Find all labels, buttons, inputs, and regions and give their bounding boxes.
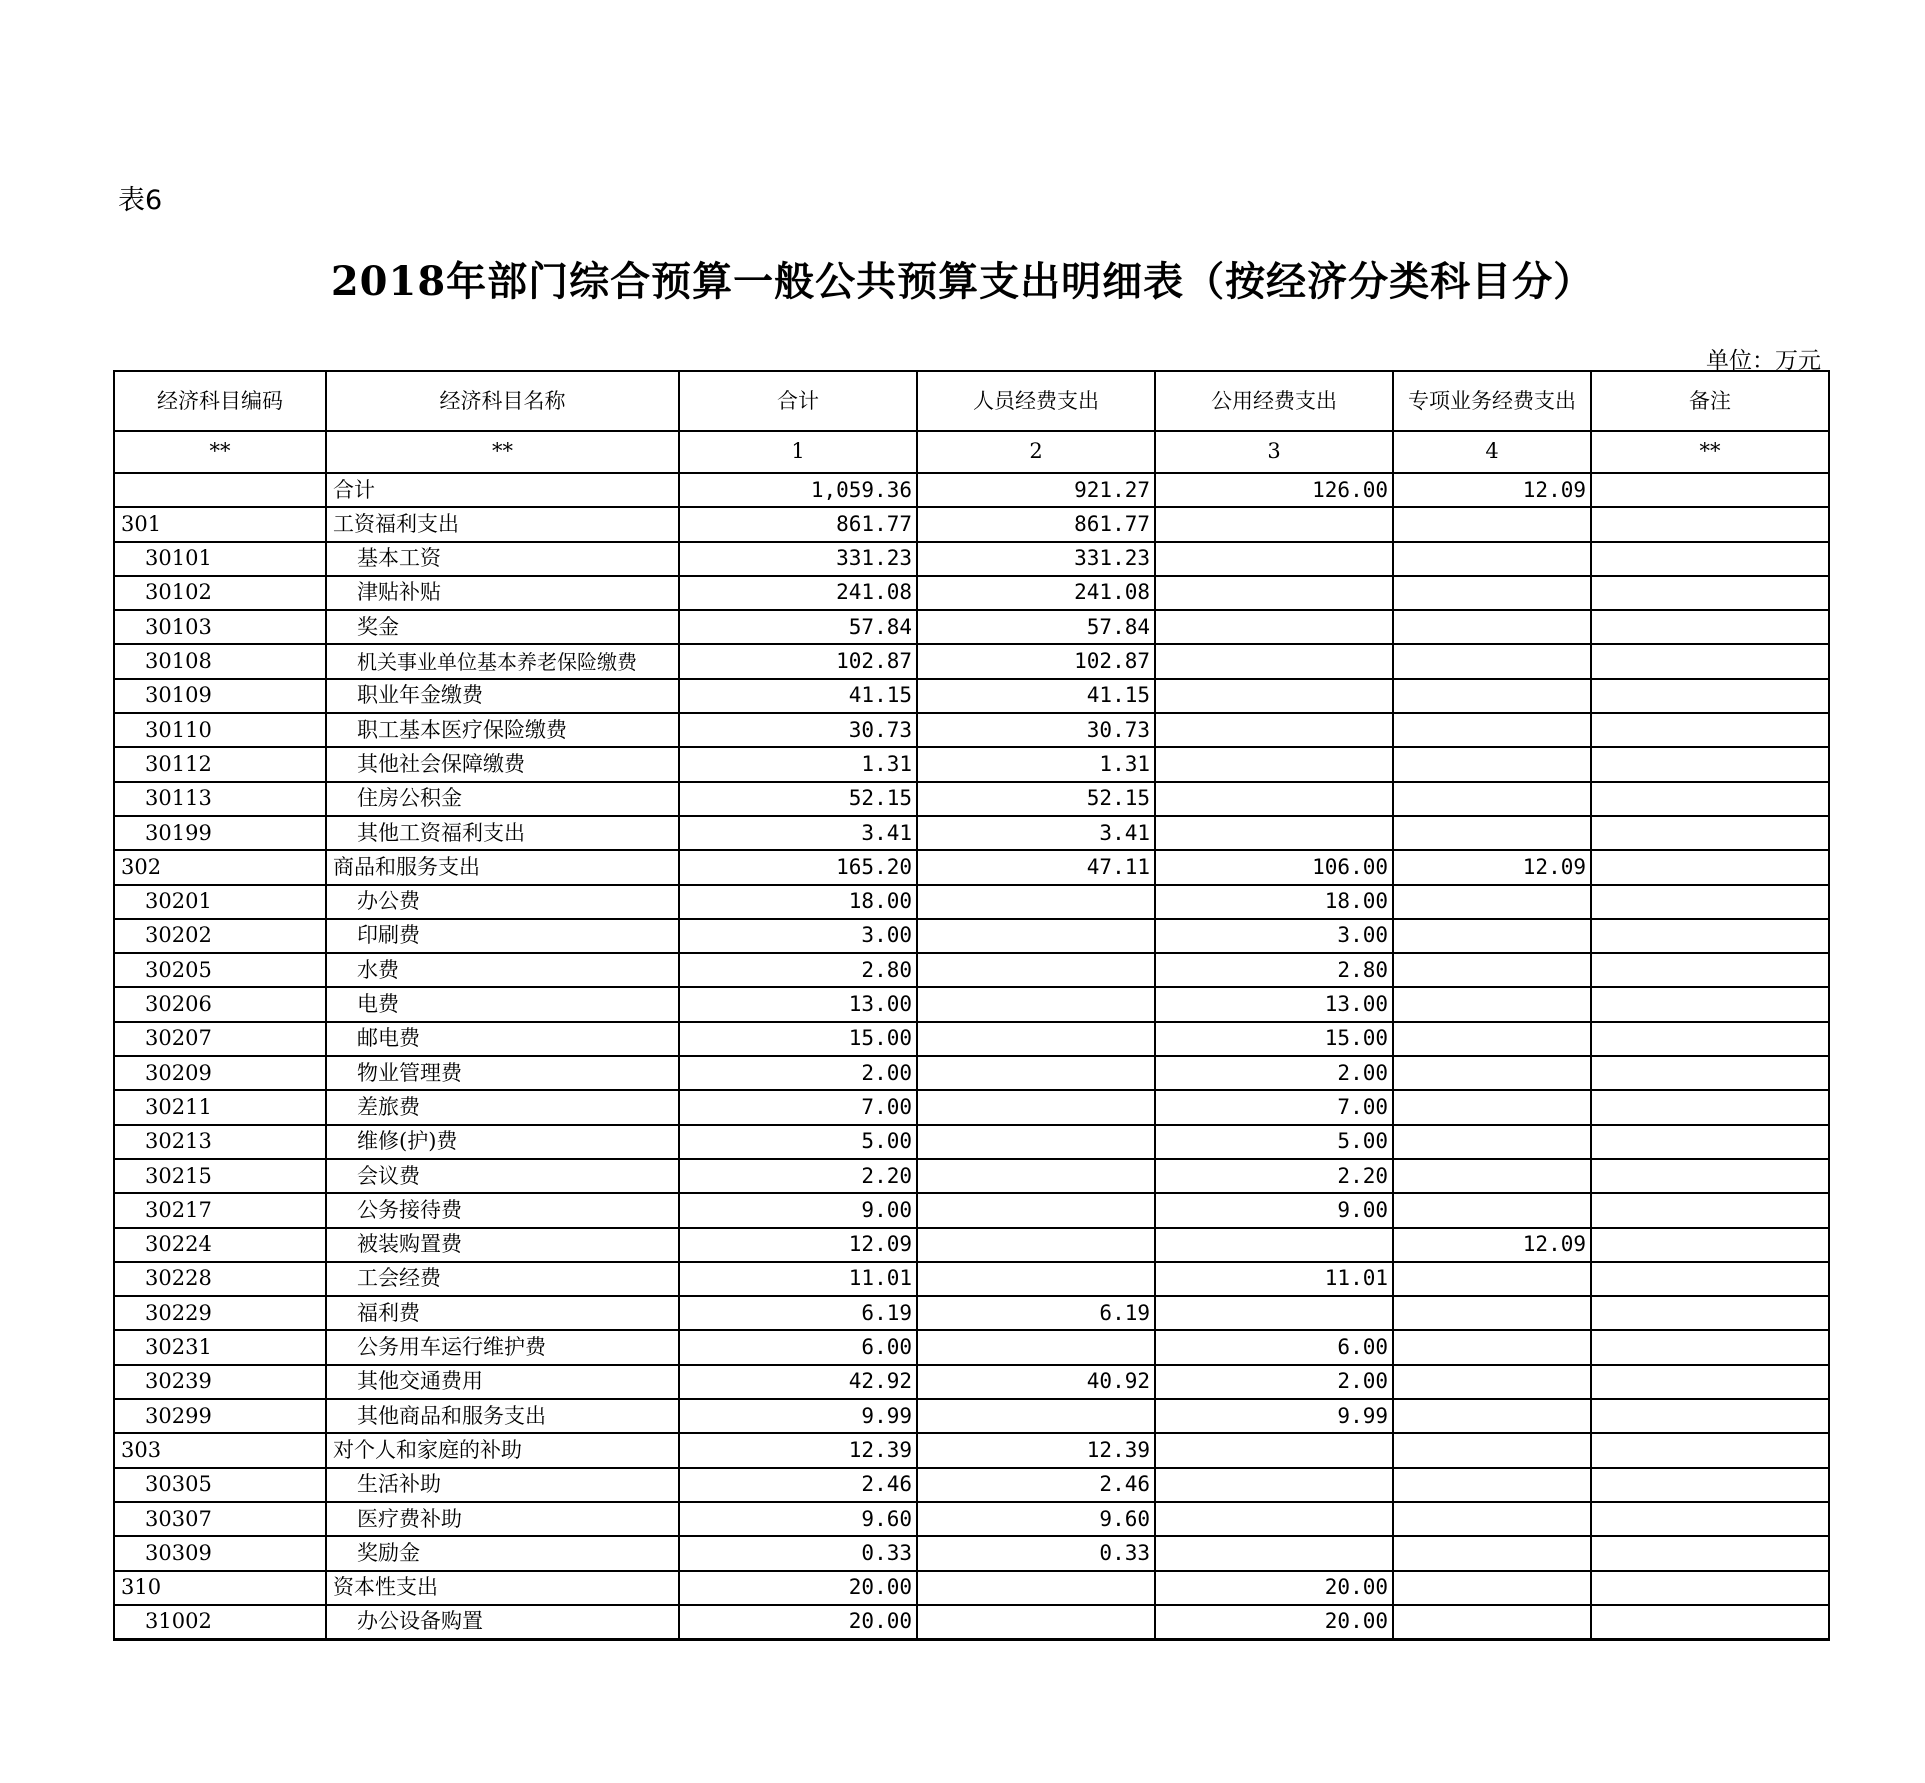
row-name: 物业管理费 [326, 1056, 679, 1090]
row-total: 3.41 [679, 816, 917, 850]
row-personnel: 41.15 [917, 679, 1155, 713]
table-row [114, 747, 1829, 781]
row-total: 861.77 [679, 507, 917, 541]
row-personnel [917, 953, 1155, 987]
subheader-code: ** [114, 431, 326, 473]
row-personnel [917, 1125, 1155, 1159]
row-name: 工会经费 [326, 1262, 679, 1296]
row-total: 13.00 [679, 987, 917, 1021]
row-note [1591, 1468, 1829, 1502]
subheader-note: ** [1591, 431, 1829, 473]
row-total: 18.00 [679, 885, 917, 919]
header-personnel: 人员经费支出 [917, 371, 1155, 431]
row-public [1155, 644, 1393, 678]
row-special [1393, 1159, 1591, 1193]
row-total: 6.19 [679, 1296, 917, 1330]
row-personnel: 47.11 [917, 850, 1155, 884]
row-public [1155, 1296, 1393, 1330]
row-public [1155, 1536, 1393, 1570]
row-total: 9.60 [679, 1502, 917, 1536]
row-personnel [917, 987, 1155, 1021]
row-special [1393, 782, 1591, 816]
row-note [1591, 542, 1829, 576]
row-total: 52.15 [679, 782, 917, 816]
subheader-name: ** [326, 431, 679, 473]
row-name: 水费 [326, 953, 679, 987]
row-public: 3.00 [1155, 919, 1393, 953]
row-code: 30231 [114, 1330, 326, 1364]
row-name: 津贴补贴 [326, 576, 679, 610]
row-total: 20.00 [679, 1605, 917, 1640]
row-total: 6.00 [679, 1330, 917, 1364]
row-total: 241.08 [679, 576, 917, 610]
row-name: 办公费 [326, 885, 679, 919]
row-note [1591, 987, 1829, 1021]
row-special [1393, 542, 1591, 576]
row-personnel [917, 1159, 1155, 1193]
row-note [1591, 1125, 1829, 1159]
table-row [114, 1330, 1829, 1364]
subheader-row [114, 431, 1829, 473]
table-row [114, 1159, 1829, 1193]
row-special [1393, 1571, 1591, 1605]
row-note [1591, 713, 1829, 747]
row-name: 公务接待费 [326, 1193, 679, 1227]
row-name: 维修(护)费 [326, 1125, 679, 1159]
row-personnel: 12.39 [917, 1433, 1155, 1467]
header-name: 经济科目名称 [326, 371, 679, 431]
row-code: 30215 [114, 1159, 326, 1193]
row-note [1591, 1262, 1829, 1296]
row-public [1155, 679, 1393, 713]
row-code: 30202 [114, 919, 326, 953]
header-special: 专项业务经费支出 [1393, 371, 1591, 431]
row-total: 15.00 [679, 1022, 917, 1056]
row-public [1155, 816, 1393, 850]
table-row [114, 644, 1829, 678]
row-code: 30102 [114, 576, 326, 610]
row-public: 126.00 [1155, 473, 1393, 507]
header-code: 经济科目编码 [114, 371, 326, 431]
row-note [1591, 953, 1829, 987]
row-personnel: 861.77 [917, 507, 1155, 541]
row-total: 5.00 [679, 1125, 917, 1159]
row-personnel [917, 1193, 1155, 1227]
row-note [1591, 507, 1829, 541]
row-code: 30205 [114, 953, 326, 987]
row-total: 1.31 [679, 747, 917, 781]
row-special [1393, 1022, 1591, 1056]
row-name: 邮电费 [326, 1022, 679, 1056]
row-special [1393, 919, 1591, 953]
row-total: 9.99 [679, 1399, 917, 1433]
row-public: 7.00 [1155, 1090, 1393, 1124]
subheader-public: 3 [1155, 431, 1393, 473]
row-name: 其他社会保障缴费 [326, 747, 679, 781]
row-special [1393, 644, 1591, 678]
row-name: 奖励金 [326, 1536, 679, 1570]
row-note [1591, 782, 1829, 816]
row-public [1155, 1433, 1393, 1467]
table-row [114, 473, 1829, 507]
row-special [1393, 1262, 1591, 1296]
row-special [1393, 1330, 1591, 1364]
row-name: 合计 [326, 473, 679, 507]
row-note [1591, 679, 1829, 713]
row-public: 2.80 [1155, 953, 1393, 987]
row-public: 9.99 [1155, 1399, 1393, 1433]
header-row [114, 371, 1829, 431]
row-public [1155, 713, 1393, 747]
row-public [1155, 747, 1393, 781]
row-note [1591, 644, 1829, 678]
table-row [114, 507, 1829, 541]
row-code: 30206 [114, 987, 326, 1021]
row-personnel [917, 919, 1155, 953]
row-code: 310 [114, 1571, 326, 1605]
table-row [114, 1022, 1829, 1056]
row-public: 9.00 [1155, 1193, 1393, 1227]
row-public [1155, 610, 1393, 644]
table-row [114, 610, 1829, 644]
table-row [114, 1090, 1829, 1124]
row-personnel [917, 1399, 1155, 1433]
row-personnel: 2.46 [917, 1468, 1155, 1502]
row-name: 对个人和家庭的补助 [326, 1433, 679, 1467]
subheader-total: 1 [679, 431, 917, 473]
row-note [1591, 747, 1829, 781]
row-personnel [917, 1090, 1155, 1124]
table-row [114, 1502, 1829, 1536]
row-personnel: 331.23 [917, 542, 1155, 576]
row-code: 30213 [114, 1125, 326, 1159]
row-public: 20.00 [1155, 1605, 1393, 1640]
table-row [114, 1468, 1829, 1502]
row-code: 301 [114, 507, 326, 541]
row-code: 30110 [114, 713, 326, 747]
row-name: 职工基本医疗保险缴费 [326, 713, 679, 747]
table-body [114, 473, 1829, 1640]
row-note [1591, 1159, 1829, 1193]
row-note [1591, 816, 1829, 850]
row-public [1155, 782, 1393, 816]
row-public: 106.00 [1155, 850, 1393, 884]
row-code: 30224 [114, 1228, 326, 1262]
table-row [114, 1365, 1829, 1399]
row-name: 差旅费 [326, 1090, 679, 1124]
row-code: 302 [114, 850, 326, 884]
row-personnel [917, 1330, 1155, 1364]
row-total: 2.80 [679, 953, 917, 987]
row-total: 7.00 [679, 1090, 917, 1124]
table-row [114, 1605, 1829, 1640]
row-note [1591, 1399, 1829, 1433]
row-code: 30207 [114, 1022, 326, 1056]
row-special [1393, 1605, 1591, 1640]
page-title: 2018年部门综合预算一般公共预算支出明细表（按经济分类科目分） [330, 258, 1595, 305]
row-special [1393, 1125, 1591, 1159]
row-personnel: 40.92 [917, 1365, 1155, 1399]
header-public: 公用经费支出 [1155, 371, 1393, 431]
row-note [1591, 1228, 1829, 1262]
row-note [1591, 1502, 1829, 1536]
row-total: 11.01 [679, 1262, 917, 1296]
row-total: 165.20 [679, 850, 917, 884]
row-note [1591, 1056, 1829, 1090]
row-personnel: 1.31 [917, 747, 1155, 781]
row-name: 生活补助 [326, 1468, 679, 1502]
row-personnel: 102.87 [917, 644, 1155, 678]
row-special [1393, 1193, 1591, 1227]
table-number: 表6 [118, 185, 163, 216]
table-row [114, 1193, 1829, 1227]
row-code: 30211 [114, 1090, 326, 1124]
row-note [1591, 885, 1829, 919]
subheader-special: 4 [1393, 431, 1591, 473]
row-special [1393, 816, 1591, 850]
table-row [114, 850, 1829, 884]
row-personnel [917, 1262, 1155, 1296]
row-code: 30109 [114, 679, 326, 713]
row-special [1393, 885, 1591, 919]
row-public: 2.00 [1155, 1056, 1393, 1090]
row-code: 30228 [114, 1262, 326, 1296]
row-code: 30239 [114, 1365, 326, 1399]
row-code: 30103 [114, 610, 326, 644]
row-special: 12.09 [1393, 1228, 1591, 1262]
row-public: 18.00 [1155, 885, 1393, 919]
row-name: 住房公积金 [326, 782, 679, 816]
row-special: 12.09 [1393, 473, 1591, 507]
row-personnel [917, 885, 1155, 919]
row-name: 电费 [326, 987, 679, 1021]
row-total: 57.84 [679, 610, 917, 644]
unit-label: 单位：万元 [1706, 348, 1821, 374]
row-public: 2.20 [1155, 1159, 1393, 1193]
row-special [1393, 507, 1591, 541]
row-note [1591, 1365, 1829, 1399]
row-code: 30112 [114, 747, 326, 781]
row-code: 30307 [114, 1502, 326, 1536]
row-code: 30299 [114, 1399, 326, 1433]
row-public: 6.00 [1155, 1330, 1393, 1364]
row-note [1591, 1605, 1829, 1640]
row-name: 商品和服务支出 [326, 850, 679, 884]
row-name: 会议费 [326, 1159, 679, 1193]
row-code: 30305 [114, 1468, 326, 1502]
row-name: 公务用车运行维护费 [326, 1330, 679, 1364]
table-row [114, 576, 1829, 610]
row-note [1591, 1330, 1829, 1364]
row-name: 工资福利支出 [326, 507, 679, 541]
row-code: 30201 [114, 885, 326, 919]
table-row [114, 1571, 1829, 1605]
row-code: 30309 [114, 1536, 326, 1570]
row-special [1393, 1296, 1591, 1330]
table-row [114, 1433, 1829, 1467]
row-note [1591, 1022, 1829, 1056]
row-total: 30.73 [679, 713, 917, 747]
row-personnel: 57.84 [917, 610, 1155, 644]
row-special [1393, 1468, 1591, 1502]
row-public [1155, 576, 1393, 610]
table-row [114, 1056, 1829, 1090]
row-code: 30101 [114, 542, 326, 576]
row-name: 医疗费补助 [326, 1502, 679, 1536]
table-row [114, 542, 1829, 576]
row-special [1393, 1090, 1591, 1124]
row-note [1591, 1571, 1829, 1605]
row-total: 0.33 [679, 1536, 917, 1570]
row-personnel [917, 1605, 1155, 1640]
table-row [114, 1399, 1829, 1433]
row-personnel: 6.19 [917, 1296, 1155, 1330]
row-personnel: 52.15 [917, 782, 1155, 816]
row-special [1393, 953, 1591, 987]
row-special [1393, 747, 1591, 781]
row-public [1155, 542, 1393, 576]
row-note [1591, 473, 1829, 507]
table-row [114, 919, 1829, 953]
row-special [1393, 987, 1591, 1021]
header-note: 备注 [1591, 371, 1829, 431]
row-note [1591, 1193, 1829, 1227]
row-total: 331.23 [679, 542, 917, 576]
row-special [1393, 1536, 1591, 1570]
row-total: 1,059.36 [679, 473, 917, 507]
row-name: 福利费 [326, 1296, 679, 1330]
row-note [1591, 850, 1829, 884]
row-personnel [917, 1228, 1155, 1262]
table-row [114, 1536, 1829, 1570]
row-total: 20.00 [679, 1571, 917, 1605]
row-personnel: 241.08 [917, 576, 1155, 610]
row-code: 30209 [114, 1056, 326, 1090]
row-code: 30199 [114, 816, 326, 850]
row-public: 11.01 [1155, 1262, 1393, 1296]
table-row [114, 953, 1829, 987]
row-special [1393, 1056, 1591, 1090]
row-name: 其他工资福利支出 [326, 816, 679, 850]
row-personnel: 3.41 [917, 816, 1155, 850]
row-public [1155, 1468, 1393, 1502]
row-name: 职业年金缴费 [326, 679, 679, 713]
row-total: 42.92 [679, 1365, 917, 1399]
table-row [114, 885, 1829, 919]
row-name: 其他交通费用 [326, 1365, 679, 1399]
row-total: 3.00 [679, 919, 917, 953]
table-row [114, 1125, 1829, 1159]
subheader-personnel: 2 [917, 431, 1155, 473]
table-row [114, 713, 1829, 747]
row-note [1591, 610, 1829, 644]
row-total: 41.15 [679, 679, 917, 713]
row-total: 12.39 [679, 1433, 917, 1467]
row-name: 奖金 [326, 610, 679, 644]
row-total: 2.00 [679, 1056, 917, 1090]
row-special [1393, 610, 1591, 644]
row-code [114, 473, 326, 507]
row-code: 30217 [114, 1193, 326, 1227]
row-personnel [917, 1056, 1155, 1090]
row-name: 印刷费 [326, 919, 679, 953]
table-row [114, 1228, 1829, 1262]
row-public: 2.00 [1155, 1365, 1393, 1399]
row-note [1591, 919, 1829, 953]
header-total: 合计 [679, 371, 917, 431]
row-special: 12.09 [1393, 850, 1591, 884]
table-row [114, 1296, 1829, 1330]
table-row [114, 1262, 1829, 1296]
row-public [1155, 507, 1393, 541]
row-code: 30113 [114, 782, 326, 816]
row-code: 31002 [114, 1605, 326, 1640]
row-code: 303 [114, 1433, 326, 1467]
row-total: 2.46 [679, 1468, 917, 1502]
row-code: 30229 [114, 1296, 326, 1330]
budget-table [113, 370, 1830, 1641]
row-special [1393, 1365, 1591, 1399]
row-personnel: 9.60 [917, 1502, 1155, 1536]
row-personnel [917, 1571, 1155, 1605]
row-special [1393, 1399, 1591, 1433]
row-public: 20.00 [1155, 1571, 1393, 1605]
row-public: 15.00 [1155, 1022, 1393, 1056]
row-total: 2.20 [679, 1159, 917, 1193]
row-total: 102.87 [679, 644, 917, 678]
row-special [1393, 679, 1591, 713]
row-total: 12.09 [679, 1228, 917, 1262]
row-name: 资本性支出 [326, 1571, 679, 1605]
row-name: 基本工资 [326, 542, 679, 576]
row-total: 9.00 [679, 1193, 917, 1227]
row-personnel: 0.33 [917, 1536, 1155, 1570]
row-note [1591, 1090, 1829, 1124]
row-name: 机关事业单位基本养老保险缴费 [326, 644, 679, 678]
row-special [1393, 713, 1591, 747]
row-public [1155, 1502, 1393, 1536]
row-public: 5.00 [1155, 1125, 1393, 1159]
row-note [1591, 1296, 1829, 1330]
row-note [1591, 576, 1829, 610]
row-note [1591, 1433, 1829, 1467]
row-note [1591, 1536, 1829, 1570]
table-row [114, 987, 1829, 1021]
row-personnel [917, 1022, 1155, 1056]
row-name: 被装购置费 [326, 1228, 679, 1262]
row-special [1393, 1433, 1591, 1467]
row-personnel: 921.27 [917, 473, 1155, 507]
row-name: 其他商品和服务支出 [326, 1399, 679, 1433]
row-code: 30108 [114, 644, 326, 678]
row-special [1393, 1502, 1591, 1536]
table-row [114, 816, 1829, 850]
row-special [1393, 576, 1591, 610]
table-row [114, 679, 1829, 713]
row-name: 办公设备购置 [326, 1605, 679, 1640]
row-personnel: 30.73 [917, 713, 1155, 747]
row-public [1155, 1228, 1393, 1262]
table-row [114, 782, 1829, 816]
row-public: 13.00 [1155, 987, 1393, 1021]
